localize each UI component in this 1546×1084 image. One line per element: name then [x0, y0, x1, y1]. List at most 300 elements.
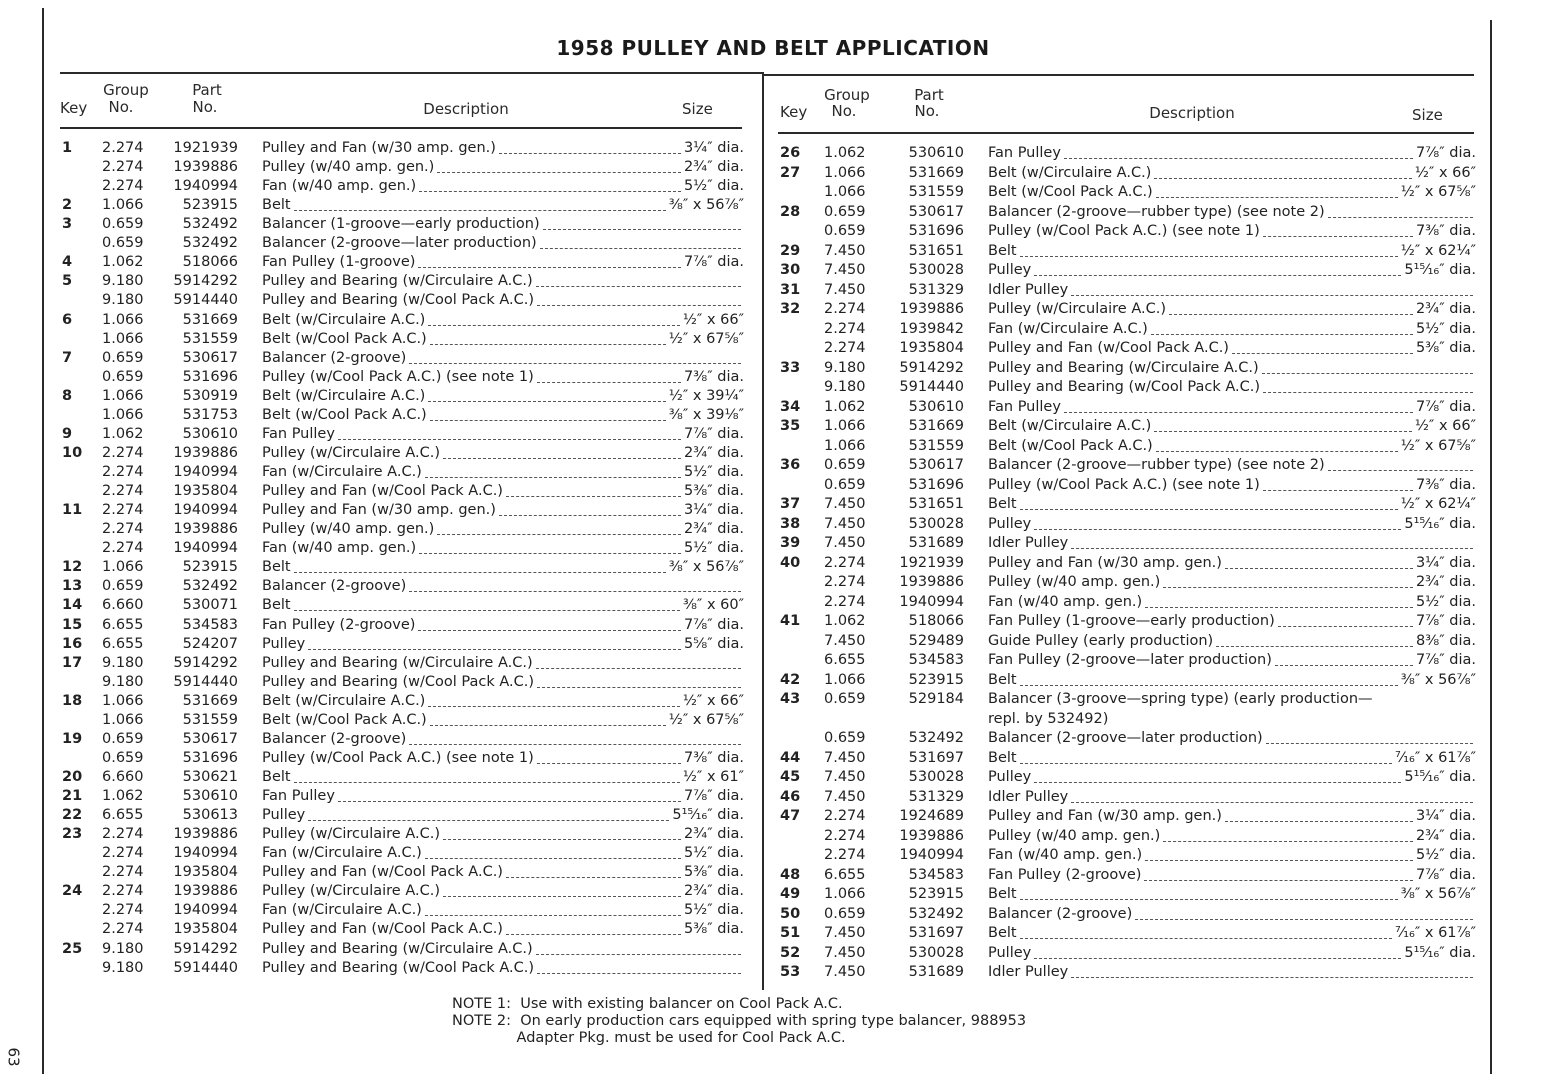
row-part-no: 1940994 — [899, 847, 964, 863]
table-row — [780, 398, 1476, 417]
row-description-size — [262, 444, 744, 463]
table-row — [62, 272, 744, 291]
row-description: Fan Pulley (2-groove) — [988, 866, 1142, 883]
row-part-no: 1940994 — [173, 464, 238, 481]
row-group-no: 1.066 — [824, 418, 866, 434]
row-key: 48 — [780, 866, 801, 883]
row-description: Pulley and Bearing (w/Circulaire A.C.) — [262, 654, 533, 671]
row-size: ½″ x 62¼″ — [1400, 496, 1476, 512]
row-group-no: 0.659 — [824, 730, 866, 746]
row-group-no: 0.659 — [824, 457, 866, 473]
leader-dots — [1020, 898, 1398, 900]
row-size: 7⅜″ dia. — [683, 749, 744, 766]
header-part-line1: Part — [192, 81, 222, 99]
header-group-line1-right: Group — [824, 86, 870, 104]
table-row — [62, 730, 744, 749]
row-group-no: 6.660 — [102, 768, 144, 785]
row-part-no: 532492 — [182, 235, 238, 252]
row-key: 30 — [780, 262, 801, 278]
row-size: 5½″ dia. — [683, 902, 744, 919]
row-description: Pulley and Fan (w/Cool Pack A.C.) — [262, 483, 503, 500]
row-group-no: 0.659 — [824, 691, 866, 707]
row-key: 51 — [780, 925, 801, 941]
leader-dots — [1154, 430, 1412, 432]
row-group-no: 7.450 — [824, 515, 866, 532]
leader-dots — [294, 609, 680, 611]
row-size: 5½″ dia. — [683, 540, 744, 557]
leader-dots — [1266, 742, 1473, 744]
row-group-no: 1.066 — [102, 311, 144, 328]
row-part-no: 1935804 — [173, 921, 238, 938]
table-row — [62, 177, 744, 196]
row-description-size — [262, 425, 744, 444]
leader-dots — [409, 590, 741, 592]
row-group-no: 9.180 — [102, 292, 144, 309]
row-part-no: 1939886 — [173, 444, 238, 461]
row-description: Pulley (w/Cool Pack A.C.) (see note 1) — [262, 368, 534, 385]
row-description-size — [988, 710, 1476, 729]
header-group-line1: Group — [103, 81, 149, 99]
row-group-no: 0.659 — [102, 730, 144, 747]
row-group-no: 0.659 — [102, 235, 144, 252]
leader-dots — [1156, 196, 1398, 198]
row-description-size — [262, 616, 744, 635]
row-size: 5½″ dia. — [1415, 847, 1476, 863]
leader-dots — [430, 343, 666, 345]
row-size: ½″ x 67⅝″ — [668, 711, 744, 728]
table-row — [780, 242, 1476, 261]
row-group-no: 7.450 — [824, 925, 866, 941]
row-description-size — [262, 501, 744, 520]
header-part-line2: No. — [192, 98, 218, 116]
header-group-line2-right: No. — [831, 102, 857, 120]
row-part-no: 1940994 — [173, 540, 238, 557]
row-size: ½″ x 67⅝″ — [668, 330, 744, 347]
row-group-no: 1.062 — [102, 254, 144, 271]
row-description: Pulley (w/40 amp. gen.) — [988, 827, 1161, 844]
leader-dots — [1225, 567, 1413, 569]
row-group-no: 0.659 — [102, 368, 144, 385]
row-group-no: 6.655 — [102, 635, 144, 652]
row-group-no: 2.274 — [102, 826, 144, 843]
row-description: Belt (w/Circulaire A.C.) — [988, 418, 1152, 434]
row-key: 17 — [62, 654, 83, 671]
row-description-size — [262, 272, 744, 291]
header-description: Description — [423, 100, 509, 118]
row-part-no: 530613 — [182, 807, 238, 824]
row-description: Belt (w/Cool Pack A.C.) — [262, 711, 427, 728]
left-border-rule — [42, 8, 44, 1074]
row-description-size — [262, 844, 744, 863]
row-description: Belt — [988, 749, 1017, 766]
row-group-no: 0.659 — [102, 349, 144, 366]
row-group-no: 1.066 — [824, 437, 866, 454]
row-group-no: 2.274 — [102, 540, 144, 557]
row-group-no: 2.274 — [824, 340, 866, 356]
row-size: ⅜″ x 56⅞″ — [668, 197, 744, 214]
row-size: 2¾″ dia. — [1415, 301, 1476, 317]
row-key: 37 — [780, 496, 801, 512]
row-part-no: 530621 — [182, 768, 238, 785]
row-part-no: 531696 — [182, 749, 238, 766]
row-group-no: 6.655 — [824, 866, 866, 883]
table-row — [62, 654, 744, 673]
row-description-size — [988, 924, 1476, 943]
table-row — [62, 959, 744, 978]
row-description: Balancer (2-groove—rubber type) (see note 2) — [988, 457, 1325, 473]
row-group-no: 1.062 — [102, 788, 144, 805]
row-description-size — [262, 387, 744, 406]
table-row — [780, 827, 1476, 846]
leader-dots — [437, 171, 681, 173]
row-key: 11 — [62, 502, 83, 519]
row-key: 15 — [62, 616, 83, 633]
row-part-no: 534583 — [908, 866, 964, 883]
row-description-size — [262, 463, 744, 482]
table-row — [780, 339, 1476, 358]
row-key: 3 — [62, 216, 73, 233]
row-description: Idler Pulley — [988, 535, 1069, 551]
row-description: Pulley — [988, 944, 1032, 961]
row-part-no: 1939886 — [173, 521, 238, 538]
row-part-no: 531696 — [908, 223, 964, 239]
row-size: 7⅜″ dia. — [1415, 476, 1476, 493]
row-description: Belt (w/Cool Pack A.C.) — [988, 184, 1153, 200]
row-part-no: 531559 — [182, 330, 238, 347]
row-size: 2¾″ dia. — [683, 444, 744, 461]
row-group-no: 0.659 — [102, 578, 144, 595]
row-description: Balancer (2-groove—rubber type) (see note 2) — [988, 203, 1325, 220]
row-size: 2¾″ dia. — [1415, 574, 1476, 590]
row-group-no: 2.274 — [824, 301, 866, 317]
table-row — [780, 612, 1476, 631]
row-description-size — [988, 203, 1476, 222]
row-description-size — [262, 539, 744, 558]
row-part-no: 531696 — [908, 476, 964, 493]
row-description: Pulley (w/40 amp. gen.) — [262, 159, 435, 176]
row-group-no: 0.659 — [824, 905, 866, 922]
row-key: 1 — [62, 140, 73, 156]
row-description: Pulley and Bearing (w/Circulaire A.C.) — [262, 273, 533, 290]
leader-dots — [443, 895, 681, 897]
table-row — [62, 406, 744, 425]
table-row — [780, 963, 1476, 982]
row-description-size — [262, 673, 744, 692]
leader-dots — [1071, 801, 1473, 803]
table-row — [780, 495, 1476, 514]
row-size: 5½″ dia. — [1415, 593, 1476, 610]
row-description: Belt — [988, 886, 1017, 902]
row-description-size — [988, 807, 1476, 826]
row-description-size — [262, 368, 744, 387]
row-description-size — [988, 359, 1476, 378]
row-part-no: 530028 — [908, 262, 964, 278]
row-description-size — [262, 806, 744, 825]
row-description: Belt (w/Cool Pack A.C.) — [988, 437, 1153, 454]
row-description: Pulley and Fan (w/30 amp. gen.) — [988, 808, 1222, 824]
row-description-size — [262, 406, 744, 425]
table-row — [62, 444, 744, 463]
row-key: 44 — [780, 749, 801, 766]
table-row — [62, 501, 744, 520]
row-part-no: 531697 — [908, 749, 964, 766]
row-key: 52 — [780, 944, 801, 961]
row-description-size — [988, 495, 1476, 514]
row-group-no: 0.659 — [102, 216, 144, 233]
row-part-no: 534583 — [182, 616, 238, 633]
row-size: 5½″ dia. — [683, 178, 744, 195]
row-key: 49 — [780, 886, 801, 902]
row-description: repl. by 532492) — [988, 710, 1109, 727]
row-size: 5⅜″ dia. — [683, 483, 744, 500]
row-description: Fan (w/Circulaire A.C.) — [988, 320, 1148, 337]
leader-dots — [1064, 157, 1413, 159]
leader-dots — [1225, 820, 1413, 822]
row-part-no: 531329 — [908, 281, 964, 298]
table-row — [62, 635, 744, 654]
table-row — [62, 253, 744, 272]
row-part-no: 1939886 — [899, 301, 964, 317]
row-group-no: 1.066 — [824, 164, 866, 181]
table-row — [62, 520, 744, 539]
leader-dots — [443, 457, 681, 459]
row-part-no: 531689 — [908, 535, 964, 551]
row-group-no: 0.659 — [824, 203, 866, 220]
row-part-no: 531559 — [908, 184, 964, 200]
row-part-no: 1924689 — [899, 808, 964, 824]
leader-dots — [1263, 489, 1413, 491]
row-description: Pulley (w/40 amp. gen.) — [262, 521, 435, 538]
row-description: Belt — [262, 559, 291, 576]
row-description-size — [988, 788, 1476, 807]
row-size: 2¾″ dia. — [683, 521, 744, 538]
row-group-no: 7.450 — [824, 749, 866, 766]
row-size: 7⅞″ dia. — [683, 788, 744, 805]
row-description: Fan (w/Circulaire A.C.) — [262, 902, 422, 919]
row-key: 34 — [780, 398, 801, 415]
leader-dots — [540, 247, 741, 249]
row-key: 7 — [62, 349, 73, 366]
row-description: Pulley and Fan (w/30 amp. gen.) — [988, 554, 1222, 571]
leader-dots — [537, 972, 741, 974]
row-group-no: 1.066 — [102, 387, 144, 404]
row-description-size — [262, 349, 744, 368]
row-description-size — [262, 234, 744, 253]
leader-dots — [1071, 976, 1473, 978]
row-description: Balancer (2-groove) — [988, 905, 1133, 922]
row-group-no: 1.062 — [824, 613, 866, 629]
row-part-no: 531753 — [182, 406, 238, 423]
row-group-no: 7.450 — [824, 496, 866, 512]
table-row — [62, 311, 744, 330]
table-row — [780, 690, 1476, 709]
leader-dots — [418, 266, 681, 268]
row-description-size — [262, 520, 744, 539]
row-part-no: 5914440 — [899, 379, 964, 395]
row-key: 43 — [780, 691, 801, 707]
row-part-no: 531669 — [908, 164, 964, 181]
notes-block — [452, 996, 1026, 1047]
row-size: 2¾″ dia. — [1415, 827, 1476, 844]
leader-dots — [443, 838, 681, 840]
row-size: ⅜″ x 56⅞″ — [668, 559, 744, 576]
row-size: ½″ x 66″ — [1414, 418, 1476, 434]
row-description-size — [988, 671, 1476, 690]
row-description: Belt — [262, 197, 291, 214]
row-part-no: 1940994 — [173, 502, 238, 519]
row-group-no: 2.274 — [102, 502, 144, 519]
row-description: Balancer (2-groove) — [262, 578, 407, 595]
table-row — [62, 901, 744, 920]
row-group-no: 7.450 — [824, 281, 866, 298]
row-part-no: 531669 — [182, 311, 238, 328]
header-part-line2-right: No. — [914, 102, 940, 120]
leader-dots — [1154, 177, 1412, 179]
leader-dots — [1071, 547, 1473, 549]
row-size: 2¾″ dia. — [683, 159, 744, 176]
row-part-no: 1935804 — [173, 864, 238, 881]
row-size: ½″ x 66″ — [682, 311, 744, 328]
header-top-rule-right — [764, 74, 1474, 76]
row-key: 36 — [780, 457, 801, 473]
row-size: 3¼″ dia. — [683, 140, 744, 156]
row-description: Pulley — [262, 635, 306, 652]
row-group-no: 9.180 — [102, 940, 144, 957]
row-key: 23 — [62, 826, 83, 843]
row-group-no: 7.450 — [824, 535, 866, 551]
row-key: 16 — [62, 635, 83, 652]
leader-dots — [418, 629, 681, 631]
leader-dots — [1328, 216, 1473, 218]
row-description-size — [262, 215, 744, 234]
table-row — [780, 593, 1476, 612]
row-part-no: 524207 — [182, 635, 238, 652]
row-group-no: 2.274 — [102, 140, 144, 156]
row-size: 3¼″ dia. — [1415, 808, 1476, 824]
row-description-size — [262, 139, 744, 158]
leader-dots — [1163, 840, 1413, 842]
row-key: 35 — [780, 418, 801, 434]
row-description: Fan Pulley (2-groove—later production) — [988, 652, 1272, 668]
row-part-no: 1939842 — [899, 320, 964, 337]
row-size: 5¹⁵⁄₁₆″ dia. — [1404, 262, 1476, 278]
row-group-no: 9.180 — [102, 959, 144, 976]
row-group-no: 2.274 — [102, 845, 144, 862]
leader-dots — [1216, 645, 1413, 647]
leader-dots — [537, 304, 741, 306]
leader-dots — [1034, 781, 1401, 783]
row-description: Fan (w/40 amp. gen.) — [988, 847, 1143, 863]
row-group-no: 1.066 — [824, 671, 866, 688]
row-description: Pulley — [988, 769, 1032, 785]
leader-dots — [409, 743, 741, 745]
row-key: 29 — [780, 242, 801, 259]
row-key: 4 — [62, 254, 73, 271]
leader-dots — [1169, 313, 1413, 315]
table-row — [62, 844, 744, 863]
leader-dots — [506, 933, 681, 935]
row-key: 47 — [780, 808, 801, 824]
row-description: Belt (w/Circulaire A.C.) — [262, 311, 426, 328]
row-description-size — [988, 437, 1476, 456]
row-description: Fan Pulley — [262, 425, 335, 442]
table-row — [62, 882, 744, 901]
leader-dots — [537, 381, 681, 383]
table-row — [62, 863, 744, 882]
row-description: Belt (w/Circulaire A.C.) — [262, 387, 426, 404]
row-part-no: 1939886 — [899, 574, 964, 590]
row-part-no: 531559 — [182, 711, 238, 728]
table-row — [62, 577, 744, 596]
row-description-size — [262, 959, 744, 978]
row-key: 19 — [62, 730, 83, 747]
table-row — [780, 885, 1476, 904]
row-description-size — [262, 253, 744, 272]
row-description: Fan (w/Circulaire A.C.) — [262, 845, 422, 862]
header-bottom-rule-right — [778, 132, 1474, 134]
leader-dots — [1020, 508, 1398, 510]
row-size: ⅜″ x 60″ — [682, 597, 744, 614]
row-part-no: 5914292 — [173, 940, 238, 957]
row-part-no: 1940994 — [899, 593, 964, 610]
row-description: Pulley and Bearing (w/Cool Pack A.C.) — [988, 379, 1261, 395]
row-description-size — [988, 417, 1476, 436]
row-description-size — [262, 730, 744, 749]
leader-dots — [506, 876, 681, 878]
row-description-size — [262, 330, 744, 349]
row-description-size — [988, 612, 1476, 631]
row-group-no: 6.655 — [824, 652, 866, 668]
row-group-no: 2.274 — [102, 921, 144, 938]
row-description-size — [988, 554, 1476, 573]
leader-dots — [1034, 957, 1401, 959]
leader-dots — [1020, 255, 1398, 257]
leader-dots — [428, 324, 680, 326]
leader-dots — [1163, 586, 1413, 588]
row-size: 7⅞″ dia. — [1415, 145, 1476, 161]
row-part-no: 534583 — [908, 652, 964, 668]
table-row — [62, 749, 744, 768]
leader-dots — [419, 552, 681, 554]
note-1: NOTE 1: Use with existing balancer on Cool Pack A.C. — [452, 996, 843, 1012]
row-description: Belt — [262, 597, 291, 614]
row-description: Balancer (2-groove—later production) — [988, 730, 1263, 746]
leader-dots — [506, 495, 681, 497]
row-key: 45 — [780, 769, 801, 785]
row-description: Pulley — [988, 262, 1032, 278]
row-size: 8⅜″ dia. — [1415, 632, 1476, 649]
leader-dots — [499, 152, 681, 154]
row-key: 40 — [780, 554, 801, 571]
row-part-no: 530028 — [908, 944, 964, 961]
leader-dots — [1135, 918, 1473, 920]
row-description-size — [262, 920, 744, 939]
row-key: 12 — [62, 559, 83, 576]
note-2-line1: NOTE 2: On early production cars equipped with spring type balancer, 988953 — [452, 1013, 1027, 1029]
table-row — [62, 539, 744, 558]
row-size: ½″ x 66″ — [682, 692, 744, 709]
table-row — [780, 476, 1476, 495]
row-size: 7⅞″ dia. — [683, 254, 744, 271]
row-group-no: 9.180 — [102, 654, 144, 671]
table-row — [780, 554, 1476, 573]
row-group-no: 9.180 — [824, 379, 866, 395]
row-group-no: 2.274 — [102, 883, 144, 900]
row-description: Belt — [262, 768, 291, 785]
row-description: Fan Pulley — [988, 145, 1061, 161]
row-description: Pulley and Bearing (w/Cool Pack A.C.) — [262, 673, 535, 690]
row-size: ½″ x 67⅝″ — [1400, 184, 1476, 200]
